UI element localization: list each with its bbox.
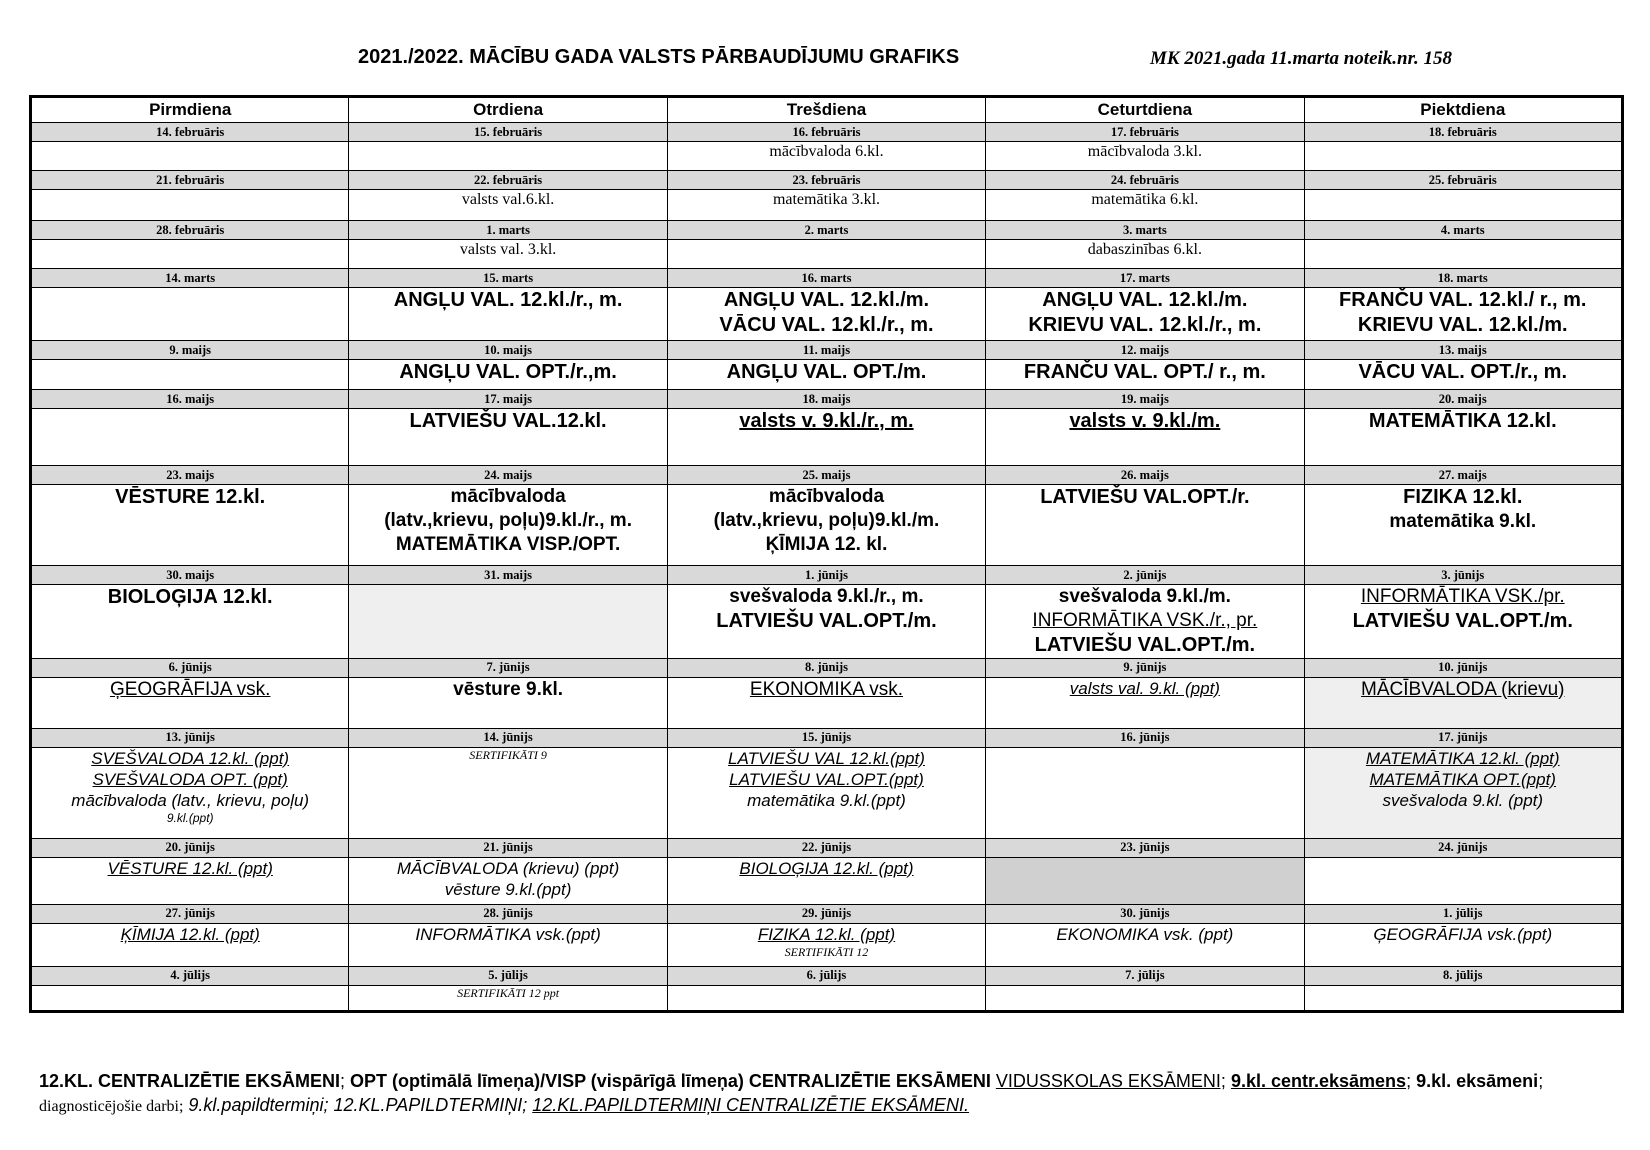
exam-cell xyxy=(31,240,349,269)
date-row xyxy=(31,341,1623,360)
exam-entry: LATVIEŠU VAL.OPT./r. xyxy=(1040,486,1250,508)
date-cell: 19. maijs xyxy=(986,390,1304,409)
exam-entry: ANGĻU VAL. OPT./m. xyxy=(726,361,927,383)
date-cell: 9. maijs xyxy=(31,341,349,360)
date-row xyxy=(31,566,1623,585)
exam-cell xyxy=(667,985,985,1011)
exam-cell xyxy=(31,585,349,659)
exam-row xyxy=(31,190,1623,221)
exam-entry: ANGĻU VAL. OPT./r.,m. xyxy=(399,361,617,383)
exam-entry: LATVIEŠU VAL.OPT./m. xyxy=(716,609,937,632)
date-cell: 22. jūnijs xyxy=(667,838,985,857)
date-cell: 2. jūnijs xyxy=(986,566,1304,585)
date-row xyxy=(31,904,1623,923)
date-cell: 21. februāris xyxy=(31,171,349,190)
exam-entry: MATEMĀTIKA 12.kl. (ppt) xyxy=(1365,748,1560,768)
exam-cell xyxy=(349,985,667,1011)
exam-entry: MATEMĀTIKA 12.kl. xyxy=(1368,410,1557,432)
exam-cell xyxy=(986,409,1304,466)
date-cell: 17. februāris xyxy=(986,123,1304,142)
date-cell: 30. maijs xyxy=(31,566,349,585)
legend-item: ; xyxy=(340,1071,351,1091)
exam-cell xyxy=(31,190,349,221)
exam-entry: BIOLOĢIJA 12.kl. xyxy=(107,586,273,608)
date-cell: 16. februāris xyxy=(667,123,985,142)
date-row xyxy=(31,728,1623,747)
exam-cell xyxy=(349,288,667,341)
date-cell: 7. jūlijs xyxy=(986,966,1304,985)
weekday-header: Ceturtdiena xyxy=(986,97,1304,123)
date-cell: 28. jūnijs xyxy=(349,904,667,923)
exam-cell xyxy=(986,585,1304,659)
exam-cell xyxy=(986,923,1304,966)
date-cell: 1. jūlijs xyxy=(1304,904,1622,923)
date-row xyxy=(31,838,1623,857)
exam-entry: matemātika 9.kl.(ppt) xyxy=(747,791,906,810)
exam-cell xyxy=(31,747,349,838)
exam-entry: SERTIFIKĀTI 12 ppt xyxy=(457,985,560,1000)
exam-cell xyxy=(667,142,985,171)
exam-entry: VĀCU VAL. 12.kl./r., m. xyxy=(719,314,934,336)
exam-cell xyxy=(349,585,667,659)
exam-entry: MĀCĪBVALODA (krievu) xyxy=(1361,678,1565,700)
legend-item: 12.KL.PAPILDTERMIŅI CENTRALIZĒTIE EKSĀMENI. xyxy=(532,1095,970,1115)
exam-entry: valsts v. 9.kl./r., m. xyxy=(739,410,914,432)
date-cell: 6. jūnijs xyxy=(31,658,349,677)
date-cell: 24. maijs xyxy=(349,466,667,485)
date-cell: 22. februāris xyxy=(349,171,667,190)
exam-cell xyxy=(1304,190,1622,221)
exam-schedule-table xyxy=(29,95,1624,1013)
exam-entry: ANGĻU VAL. 12.kl./m. xyxy=(723,289,930,311)
exam-row xyxy=(31,142,1623,171)
date-cell: 10. maijs xyxy=(349,341,667,360)
weekday-header: Otrdiena xyxy=(349,97,667,123)
exam-cell xyxy=(986,190,1304,221)
date-cell: 14. jūnijs xyxy=(349,728,667,747)
exam-entry: EKONOMIKA vsk. (ppt) xyxy=(1056,924,1234,944)
exam-cell xyxy=(986,288,1304,341)
date-cell: 5. jūlijs xyxy=(349,966,667,985)
exam-cell xyxy=(667,677,985,728)
exam-entry: FIZIKA 12.kl. xyxy=(1403,486,1523,508)
exam-cell xyxy=(1304,409,1622,466)
date-row xyxy=(31,390,1623,409)
date-cell: 27. jūnijs xyxy=(31,904,349,923)
date-cell: 4. jūlijs xyxy=(31,966,349,985)
exam-entry: (latv.,krievu, poļu)9.kl./r., m. xyxy=(384,509,632,531)
date-cell: 17. maijs xyxy=(349,390,667,409)
date-cell: 26. maijs xyxy=(986,466,1304,485)
date-cell: 2. marts xyxy=(667,221,985,240)
date-row xyxy=(31,123,1623,142)
exam-entry: matemātika 9.kl. xyxy=(1389,511,1537,532)
date-cell: 14. marts xyxy=(31,269,349,288)
exam-entry: svešvaloda 9.kl. (ppt) xyxy=(1382,791,1544,810)
exam-cell xyxy=(349,142,667,171)
exam-cell xyxy=(667,857,985,904)
date-cell: 8. jūnijs xyxy=(667,658,985,677)
legend-item: 12.KL.PAPILDTERMIŅI; xyxy=(333,1095,528,1115)
date-cell: 15. marts xyxy=(349,269,667,288)
exam-cell xyxy=(349,409,667,466)
exam-cell xyxy=(986,677,1304,728)
legend-item: ; xyxy=(1538,1071,1544,1091)
exam-cell xyxy=(986,240,1304,269)
date-cell: 8. jūlijs xyxy=(1304,966,1622,985)
exam-row xyxy=(31,747,1623,838)
exam-cell xyxy=(667,585,985,659)
exam-row xyxy=(31,857,1623,904)
exam-row xyxy=(31,923,1623,966)
exam-entry: MĀCĪBVALODA (krievu) (ppt) xyxy=(396,858,620,878)
legend-item: 9.kl.papildtermiņi; xyxy=(188,1095,329,1115)
date-row xyxy=(31,171,1623,190)
date-cell: 25. februāris xyxy=(1304,171,1622,190)
page-title: 2021./2022. MĀCĪBU GADA VALSTS PĀRBAUDĪJUMU GRAFIKS xyxy=(358,46,960,68)
exam-entry: ANGĻU VAL. 12.kl./r., m. xyxy=(393,289,623,311)
exam-cell xyxy=(349,360,667,390)
exam-entry: matemātika 3.kl. xyxy=(772,191,881,208)
exam-entry: VĒSTURE 12.kl. (ppt) xyxy=(107,858,273,878)
date-cell: 14. februāris xyxy=(31,123,349,142)
date-cell: 15. jūnijs xyxy=(667,728,985,747)
exam-entry: ANGĻU VAL. 12.kl./m. xyxy=(1042,289,1248,311)
date-cell: 1. jūnijs xyxy=(667,566,985,585)
exam-entry: KRIEVU VAL. 12.kl./m. xyxy=(1357,314,1568,336)
exam-entry: dabaszinības 6.kl. xyxy=(1087,241,1202,258)
exam-cell xyxy=(986,857,1304,904)
date-row xyxy=(31,221,1623,240)
date-cell: 30. jūnijs xyxy=(986,904,1304,923)
exam-cell xyxy=(349,857,667,904)
weekday-header: Piektdiena xyxy=(1304,97,1622,123)
date-cell: 29. jūnijs xyxy=(667,904,985,923)
date-cell: 18. marts xyxy=(1304,269,1622,288)
exam-cell xyxy=(1304,485,1622,566)
date-row xyxy=(31,269,1623,288)
legend-item: VIDUSSKOLAS EKSĀMENI; xyxy=(995,1071,1226,1091)
date-row xyxy=(31,966,1623,985)
exam-cell xyxy=(667,288,985,341)
exam-entry: SERTIFIKĀTI 9 xyxy=(469,747,547,762)
exam-entry: FRANČU VAL. 12.kl./ r., m. xyxy=(1339,289,1587,311)
exam-entry: matemātika 6.kl. xyxy=(1091,191,1199,208)
exam-entry: INFORMĀTIKA VSK./r., pr. xyxy=(1032,609,1258,631)
exam-entry: EKONOMIKA vsk. xyxy=(749,678,904,700)
exam-cell xyxy=(349,747,667,838)
exam-cell xyxy=(1304,985,1622,1011)
exam-row xyxy=(31,485,1623,566)
date-cell: 24. februāris xyxy=(986,171,1304,190)
exam-entry: mācībvaloda 3.kl. xyxy=(1087,143,1202,160)
date-cell: 25. maijs xyxy=(667,466,985,485)
date-cell: 16. marts xyxy=(667,269,985,288)
date-cell: 23. februāris xyxy=(667,171,985,190)
exam-cell xyxy=(667,485,985,566)
exam-entry: ĢEOGRĀFIJA vsk. xyxy=(109,678,271,700)
exam-cell xyxy=(1304,142,1622,171)
date-cell: 10. jūnijs xyxy=(1304,658,1622,677)
exam-cell xyxy=(1304,240,1622,269)
exam-cell xyxy=(1304,585,1622,659)
exam-entry: (latv.,krievu, poļu)9.kl./m. xyxy=(713,509,940,531)
exam-entry: mācībvaloda (latv., krievu, poļu) xyxy=(71,791,310,810)
exam-cell xyxy=(31,142,349,171)
exam-entry: INFORMĀTIKA VSK./pr. xyxy=(1360,586,1565,607)
exam-cell xyxy=(986,985,1304,1011)
date-cell: 17. marts xyxy=(986,269,1304,288)
date-cell: 16. jūnijs xyxy=(986,728,1304,747)
exam-entry: FIZIKA 12.kl. (ppt) xyxy=(757,924,896,944)
exam-entry: BIOLOĢIJA 12.kl. (ppt) xyxy=(739,858,914,878)
date-cell: 28. februāris xyxy=(31,221,349,240)
exam-cell xyxy=(31,288,349,341)
exam-entry: LATVIEŠU VAL.OPT./m. xyxy=(1034,633,1256,656)
exam-entry: valsts v. 9.kl./m. xyxy=(1069,410,1221,432)
exam-cell xyxy=(31,857,349,904)
date-cell: 4. marts xyxy=(1304,221,1622,240)
schedule-body xyxy=(31,123,1623,1012)
exam-entry: LATVIEŠU VAL 12.kl.(ppt) xyxy=(728,748,925,768)
date-row xyxy=(31,466,1623,485)
exam-cell xyxy=(1304,360,1622,390)
exam-entry: FRANČU VAL. OPT./ r., m. xyxy=(1023,361,1266,383)
exam-cell xyxy=(667,360,985,390)
exam-entry: valsts val.6.kl. xyxy=(461,191,555,208)
date-cell: 17. jūnijs xyxy=(1304,728,1622,747)
date-cell: 23. jūnijs xyxy=(986,838,1304,857)
exam-entry: INFORMĀTIKA vsk.(ppt) xyxy=(415,924,601,944)
exam-entry: valsts val. 3.kl. xyxy=(459,241,557,258)
exam-cell xyxy=(667,409,985,466)
exam-row xyxy=(31,360,1623,390)
exam-entry: svešvaloda 9.kl./m. xyxy=(1058,586,1231,607)
legend-item: diagnosticējošie darbi; xyxy=(39,1098,184,1115)
date-cell: 13. maijs xyxy=(1304,341,1622,360)
exam-entry: VĀCU VAL. OPT./r., m. xyxy=(1358,361,1568,383)
exam-cell xyxy=(1304,923,1622,966)
exam-entry: mācībvaloda xyxy=(450,486,566,507)
date-cell: 7. jūnijs xyxy=(349,658,667,677)
exam-cell xyxy=(1304,747,1622,838)
exam-cell xyxy=(667,190,985,221)
exam-entry: valsts val. 9.kl. (ppt) xyxy=(1069,678,1220,698)
date-cell: 20. jūnijs xyxy=(31,838,349,857)
exam-row xyxy=(31,985,1623,1011)
exam-cell xyxy=(986,485,1304,566)
date-cell: 24. jūnijs xyxy=(1304,838,1622,857)
exam-cell xyxy=(31,360,349,390)
exam-cell xyxy=(31,485,349,566)
exam-cell xyxy=(31,985,349,1011)
date-cell: 3. marts xyxy=(986,221,1304,240)
date-cell: 15. februāris xyxy=(349,123,667,142)
date-cell: 18. februāris xyxy=(1304,123,1622,142)
exam-cell xyxy=(986,747,1304,838)
exam-row xyxy=(31,677,1623,728)
date-cell: 1. marts xyxy=(349,221,667,240)
date-cell: 20. maijs xyxy=(1304,390,1622,409)
exam-cell xyxy=(1304,677,1622,728)
exam-entry: svešvaloda 9.kl./r., m. xyxy=(729,586,924,607)
exam-entry: LATVIEŠU VAL.12.kl. xyxy=(409,410,607,432)
exam-entry: ĶĪMIJA 12. kl. xyxy=(765,533,888,555)
exam-row xyxy=(31,409,1623,466)
exam-cell xyxy=(667,240,985,269)
date-cell: 31. maijs xyxy=(349,566,667,585)
exam-entry: vēsture 9.kl. xyxy=(453,678,563,700)
exam-entry: KRIEVU VAL. 12.kl./r., m. xyxy=(1028,314,1262,336)
exam-row xyxy=(31,240,1623,269)
exam-row xyxy=(31,585,1623,659)
exam-entry: mācībvaloda xyxy=(768,486,885,507)
legend-item: 9.kl. centr.eksāmens xyxy=(1230,1071,1407,1091)
exam-entry: MATEMĀTIKA VISP./OPT. xyxy=(395,533,621,555)
exam-entry: SVEŠVALODA 12.kl. (ppt) xyxy=(91,748,290,768)
exam-cell xyxy=(1304,857,1622,904)
exam-entry: LATVIEŠU VAL.OPT.(ppt) xyxy=(729,769,924,789)
date-cell: 13. jūnijs xyxy=(31,728,349,747)
exam-cell xyxy=(667,923,985,966)
date-cell: 6. jūlijs xyxy=(667,966,985,985)
date-cell: 23. maijs xyxy=(31,466,349,485)
exam-cell xyxy=(31,677,349,728)
exam-entry: LATVIEŠU VAL.OPT./m. xyxy=(1352,609,1573,632)
date-cell: 11. maijs xyxy=(667,341,985,360)
exam-entry: mācībvaloda 6.kl. xyxy=(769,143,884,160)
exam-cell xyxy=(349,485,667,566)
exam-cell xyxy=(349,923,667,966)
exam-entry: ĢEOGRĀFIJA vsk.(ppt) xyxy=(1373,924,1553,944)
exam-cell xyxy=(349,240,667,269)
legend-item: ; xyxy=(1406,1071,1417,1091)
date-cell: 16. maijs xyxy=(31,390,349,409)
legend-item: OPT (optimālā līmeņa)/VISP (vispārīgā līmeņa) CENTRALIZĒTIE EKSĀMENI xyxy=(350,1071,991,1091)
exam-entry: SVEŠVALODA OPT. (ppt) xyxy=(92,769,288,789)
exam-cell xyxy=(1304,288,1622,341)
weekday-header: Pirmdiena xyxy=(31,97,349,123)
legend-item: 9.kl. eksāmeni xyxy=(1416,1071,1539,1091)
weekday-header: Trešdiena xyxy=(667,97,985,123)
exam-cell xyxy=(349,677,667,728)
exam-entry: VĒSTURE 12.kl. xyxy=(115,486,266,508)
date-cell: 18. maijs xyxy=(667,390,985,409)
exam-cell xyxy=(31,409,349,466)
date-cell: 3. jūnijs xyxy=(1304,566,1622,585)
exam-cell xyxy=(349,190,667,221)
exam-cell xyxy=(986,142,1304,171)
date-cell: 9. jūnijs xyxy=(986,658,1304,677)
legend xyxy=(39,1069,1629,1119)
exam-row xyxy=(31,288,1623,341)
date-cell: 27. maijs xyxy=(1304,466,1622,485)
exam-entry: 9.kl.(ppt) xyxy=(166,811,214,826)
exam-entry: ĶĪMIJA 12.kl. (ppt) xyxy=(120,924,260,944)
exam-cell xyxy=(31,923,349,966)
exam-entry: SERTIFIKĀTI 12 xyxy=(784,944,869,959)
exam-cell xyxy=(667,747,985,838)
exam-cell xyxy=(986,360,1304,390)
date-row xyxy=(31,658,1623,677)
exam-entry: vēsture 9.kl.(ppt) xyxy=(444,879,572,899)
date-cell: 12. maijs xyxy=(986,341,1304,360)
weekday-header-row xyxy=(31,97,1623,123)
exam-entry: MATEMĀTIKA OPT.(ppt) xyxy=(1369,769,1556,789)
date-cell: 21. jūnijs xyxy=(349,838,667,857)
regulation-reference: MK 2021.gada 11.marta noteik.nr. 158 xyxy=(1150,48,1452,69)
legend-item: 12.KL. CENTRALIZĒTIE EKSĀMENI xyxy=(39,1071,341,1091)
